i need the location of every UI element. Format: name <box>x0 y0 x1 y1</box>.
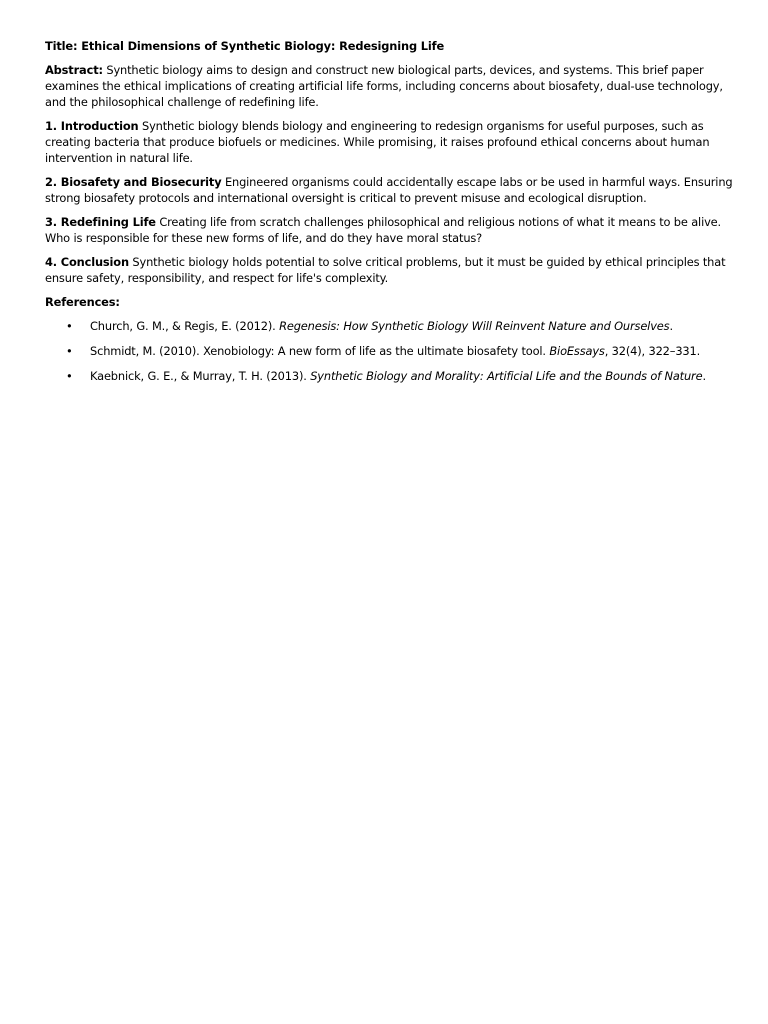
section-introduction <box>45 118 735 166</box>
abstract-paragraph <box>45 62 735 110</box>
reference-title: BioEssays <box>549 344 605 358</box>
section-text: Synthetic biology blends biology and engineering to redesign organisms for useful purposes, such as creating bacteria that produce biofuels or medicines. While promising, it raises profound ethical concerns about human intervention in natural life. <box>45 119 710 165</box>
references-list <box>45 318 735 384</box>
section-heading: 3. Redefining Life <box>45 215 156 229</box>
section-conclusion <box>45 254 735 286</box>
abstract-text: Synthetic biology aims to design and construct new biological parts, devices, and systems. This brief paper examines the ethical implications of creating artificial life forms, including concerns about biosafety, dual-use technology, and the philosophical challenge of redefining life. <box>45 63 723 109</box>
section-redefining-life <box>45 214 735 246</box>
document-title <box>45 38 735 54</box>
reference-suffix: . <box>669 319 673 333</box>
title-text: Ethical Dimensions of Synthetic Biology: Redesigning Life <box>81 39 445 53</box>
bullet-icon: • <box>66 344 73 358</box>
document-page <box>45 38 735 393</box>
section-text: Engineered organisms could accidentally escape labs or be used in harmful ways. Ensuring strong biosafety protocols and international oversight is critical to prevent misuse and ecological disruption. <box>45 175 733 205</box>
list-item <box>45 343 735 359</box>
references-heading: References: <box>45 295 120 309</box>
list-item <box>45 318 735 334</box>
abstract-label: Abstract: <box>45 63 103 77</box>
title-label: Title: <box>45 39 82 53</box>
reference-suffix: . <box>702 369 706 383</box>
bullet-icon: • <box>66 319 73 333</box>
section-heading: 4. Conclusion <box>45 255 129 269</box>
section-heading: 1. Introduction <box>45 119 139 133</box>
section-text: Synthetic biology holds potential to solve critical problems, but it must be guided by ethical principles that ensure safety, responsibility, and respect for life's complexity. <box>45 255 726 285</box>
section-text: Creating life from scratch challenges philosophical and religious notions of what it means to be alive. Who is responsible for these new forms of life, and do they have moral status? <box>45 215 721 245</box>
reference-prefix: Church, G. M., & Regis, E. (2012). <box>90 319 280 333</box>
reference-title: Regenesis: How Synthetic Biology Will Reinvent Nature and Ourselves <box>279 319 670 333</box>
reference-prefix: Schmidt, M. (2010). Xenobiology: A new form of life as the ultimate biosafety tool. <box>90 344 550 358</box>
reference-suffix: , 32(4), 322–331. <box>604 344 701 358</box>
bullet-icon: • <box>66 369 73 383</box>
section-biosafety <box>45 174 735 206</box>
reference-title: Synthetic Biology and Morality: Artificial Life and the Bounds of Nature <box>310 369 703 383</box>
section-heading: 2. Biosafety and Biosecurity <box>45 175 222 189</box>
reference-prefix: Kaebnick, G. E., & Murray, T. H. (2013). <box>90 369 311 383</box>
list-item <box>45 368 735 384</box>
